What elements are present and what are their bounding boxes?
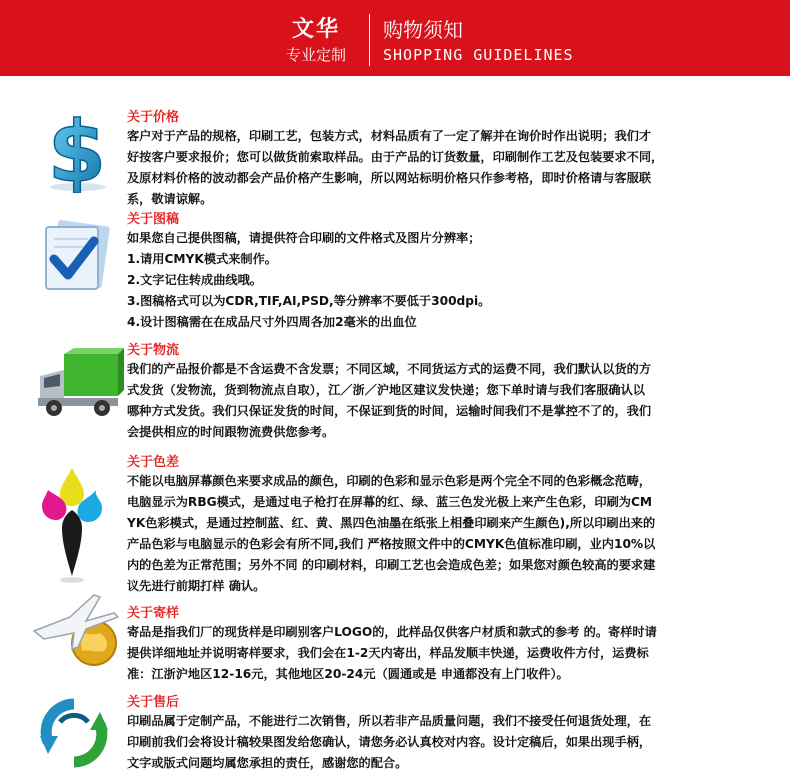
header-divider: [369, 14, 370, 66]
section-body: 不能以电脑屏幕颜色来要求成品的颜色，印刷的色彩和显示色彩是两个完全不同的色彩概念范畴， 电脑显示为RBG模式，是通过电子枪打在屏幕的红、绿、蓝三色发光极上来产生色彩，印刷为CM YK色彩模式，是通过控制蓝、红、黄、黑四色油墨在纸张上相叠印刷来产生颜色),所以印刷出来的 产品色彩与电脑显示的色彩会有所不同,我们 严格按照文件中的CMYK色值标准印刷，业内10%以 内的色差为正常范围；另外不同 的印刷材料，印刷工艺也会造成色差；如果您对颜色较高的要求建 议先进行前期打样 确认。: [127, 474, 656, 593]
brand-logo: 文华: [292, 16, 341, 42]
svg-text:$: $: [47, 109, 107, 193]
section-title: 关于售后: [127, 695, 180, 710]
section-title: 关于寄样: [127, 606, 180, 621]
section-title: 关于价格: [127, 110, 180, 125]
delivery-truck-icon: [34, 348, 124, 428]
section-body: 印刷品属于定制产品，不能进行二次销售，所以若非产品质量问题，我们不接受任何退货处理，在 印刷前我们会将设计稿较果图发给您确认，请您务必认真校对内容。设计定稿后，如果出现手柄， 文字或版式问题均属您承担的责任，感谢您的配合。: [127, 714, 652, 770]
brand-subtitle: 专业定制: [286, 46, 347, 64]
section-title: 关于图稿: [127, 212, 180, 227]
checkmark-document-icon: [38, 219, 114, 299]
page-title-english: SHOPPING GUIDELINES: [383, 46, 574, 64]
section-title: 关于物流: [127, 343, 180, 358]
section-body: 寄品是指我们厂的现货样是印刷别客户LOGO的，此样品仅供客户材质和款式的参考 的。寄样时请 提供详细地址并说明寄样要求，我们会在1-2天内寄出，样品发顺丰快递，运费收件方付，运费标 准：江浙沪地区12-16元，其他地区20-24元（圆通或是 申通都没有上门收件）。: [127, 625, 657, 681]
airplane-globe-icon: [30, 587, 126, 671]
section-body: 客户对于产品的规格，印刷工艺，包装方式，材料品质有了一定了解并在询价时作出说明；我们才 好按客户要求报价；您可以做货前索取样品。由于产品的订货数量，印刷制作工艺及包装要求不同， 及原材料价格的波动都会产品价格产生影响，所以网站标明价格只作参考格，即时价格请与客服联 系，敬请谅解。: [127, 129, 664, 206]
page-title: 购物须知: [383, 18, 463, 42]
return-arrows-icon: [38, 696, 110, 776]
color-drops-icon: [38, 464, 108, 588]
section-body: 如果您自己提供图稿，请提供符合印刷的文件格式及图片分辨率； 1.请用CMYK模式来制作。 2.文字记住转成曲线哦。 3.图稿格式可以为CDR,TIF,AI,PSD,等分辨率不要低于300dpi。 4.设计图稿需在在成品尺寸外四周各加2毫米的出血位: [127, 231, 491, 329]
section-body: 我们的产品报价都是不含运费不含发票；不同区域，不同货运方式的运费不同，我们默认以货的方 式发货（发物流，货到物流点自取），江／浙／沪地区建议发快递；您下单时请与我们客服确认以 哪种方式发货。我们只保证发货的时间，不保证到货的时间，运输时间我们不是掌控不了的，我们 会提供相应的时间跟物流费供您参考。: [127, 362, 652, 439]
header-banner: [0, 0, 790, 76]
section-title: 关于色差: [127, 455, 180, 470]
dollar-icon: [38, 109, 116, 197]
